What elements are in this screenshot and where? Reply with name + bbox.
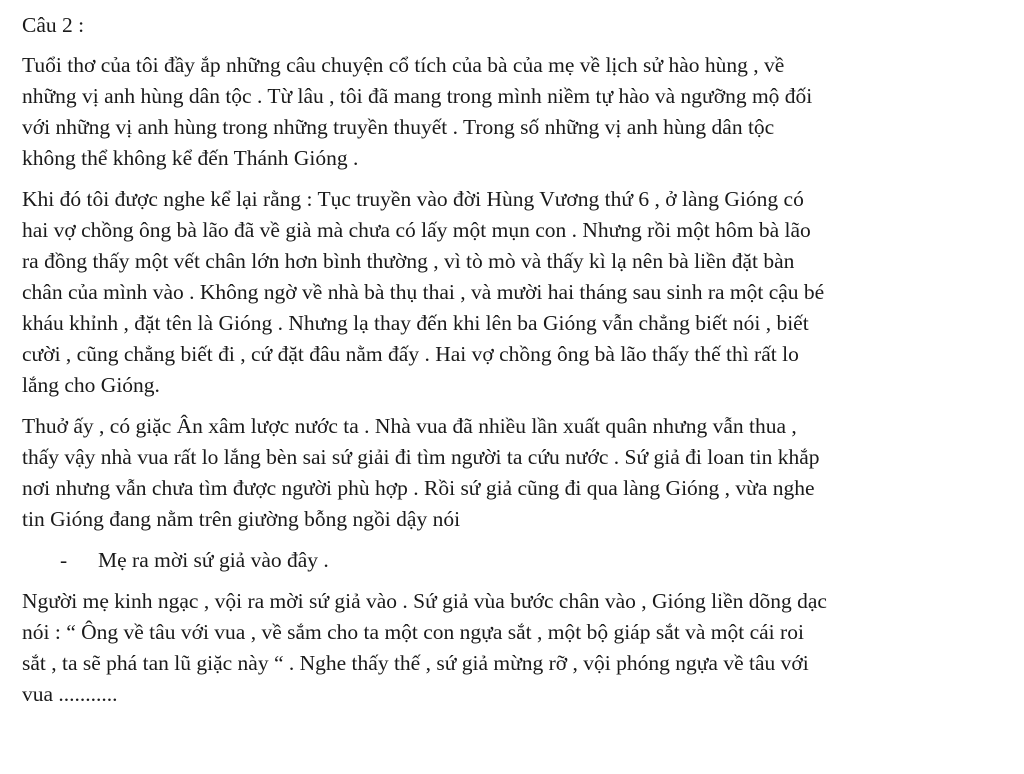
paragraph-line: Khi đó tôi được nghe kể lại rằng : Tục truyền vào đời Hùng Vương thứ 6 , ở làng Gióng có bbox=[22, 187, 804, 211]
paragraph-3 bbox=[22, 411, 1002, 535]
paragraph-line: vua ........... bbox=[22, 682, 118, 706]
bullet-dash: - bbox=[60, 548, 68, 572]
paragraph-line: cười , cũng chẳng biết đi , cứ đặt đâu nằm đấy . Hai vợ chồng ông bà lão thấy thế thì rất lo bbox=[22, 342, 799, 366]
paragraph-line: hai vợ chồng ông bà lão đã về già mà chưa có lấy một mụn con . Nhưng rồi một hôm bà lão bbox=[22, 218, 811, 242]
paragraph-line: sắt , ta sẽ phá tan lũ giặc này “ . Nghe thấy thế , sứ giả mừng rỡ , vội phóng ngựa về tâu với bbox=[22, 651, 809, 675]
paragraph-line: với những vị anh hùng trong những truyền thuyết . Trong số những vị anh hùng dân tộc bbox=[22, 115, 775, 139]
question-heading: Câu 2 : bbox=[22, 13, 85, 37]
paragraph-1 bbox=[22, 50, 1002, 174]
paragraph-2 bbox=[22, 184, 1002, 401]
paragraph-line: nói : “ Ông về tâu với vua , về sắm cho ta một con ngựa sắt , một bộ giáp sắt và một cái roi bbox=[22, 620, 804, 644]
paragraph-line: Tuổi thơ của tôi đầy ắp những câu chuyện cổ tích của bà của mẹ về lịch sử hào hùng , về bbox=[22, 53, 785, 77]
dialogue-bullet bbox=[22, 545, 1002, 576]
paragraph-line: Thuở ấy , có giặc Ân xâm lược nước ta . Nhà vua đã nhiều lần xuất quân nhưng vẫn thua , bbox=[22, 414, 797, 438]
paragraph-line: kháu khỉnh , đặt tên là Gióng . Nhưng lạ thay đến khi lên ba Gióng vẫn chẳng biết nói , biết bbox=[22, 311, 809, 335]
document-page bbox=[22, 10, 1002, 720]
paragraph-line: nơi nhưng vẫn chưa tìm được người phù hợp . Rồi sứ giả cũng đi qua làng Gióng , vừa nghe bbox=[22, 476, 815, 500]
paragraph-line: ra đồng thấy một vết chân lớn hơn bình thường , vì tò mò và thấy kì lạ nên bà liền đặt bàn bbox=[22, 249, 795, 273]
paragraph-line: chân của mình vào . Không ngờ về nhà bà thụ thai , và mười hai tháng sau sinh ra một cậu bé bbox=[22, 280, 825, 304]
paragraph-line: lắng cho Gióng. bbox=[22, 373, 160, 397]
paragraph-line: những vị anh hùng dân tộc . Từ lâu , tôi đã mang trong mình niềm tự hào và ngưỡng mộ đối bbox=[22, 84, 813, 108]
paragraph-4 bbox=[22, 586, 1002, 710]
paragraph-line: tin Gióng đang nằm trên giường bỗng ngồi dậy nói bbox=[22, 507, 461, 531]
paragraph-line: không thể không kể đến Thánh Gióng . bbox=[22, 146, 359, 170]
bullet-text: Mẹ ra mời sứ giả vào đây . bbox=[98, 548, 329, 572]
paragraph-line: Người mẹ kinh ngạc , vội ra mời sứ giả vào . Sứ giả vùa bước chân vào , Gióng liền dõng dạc bbox=[22, 589, 827, 613]
paragraph-line: thấy vậy nhà vua rất lo lắng bèn sai sứ giải đi tìm người ta cứu nước . Sứ giả đi loan tin khắp bbox=[22, 445, 820, 469]
